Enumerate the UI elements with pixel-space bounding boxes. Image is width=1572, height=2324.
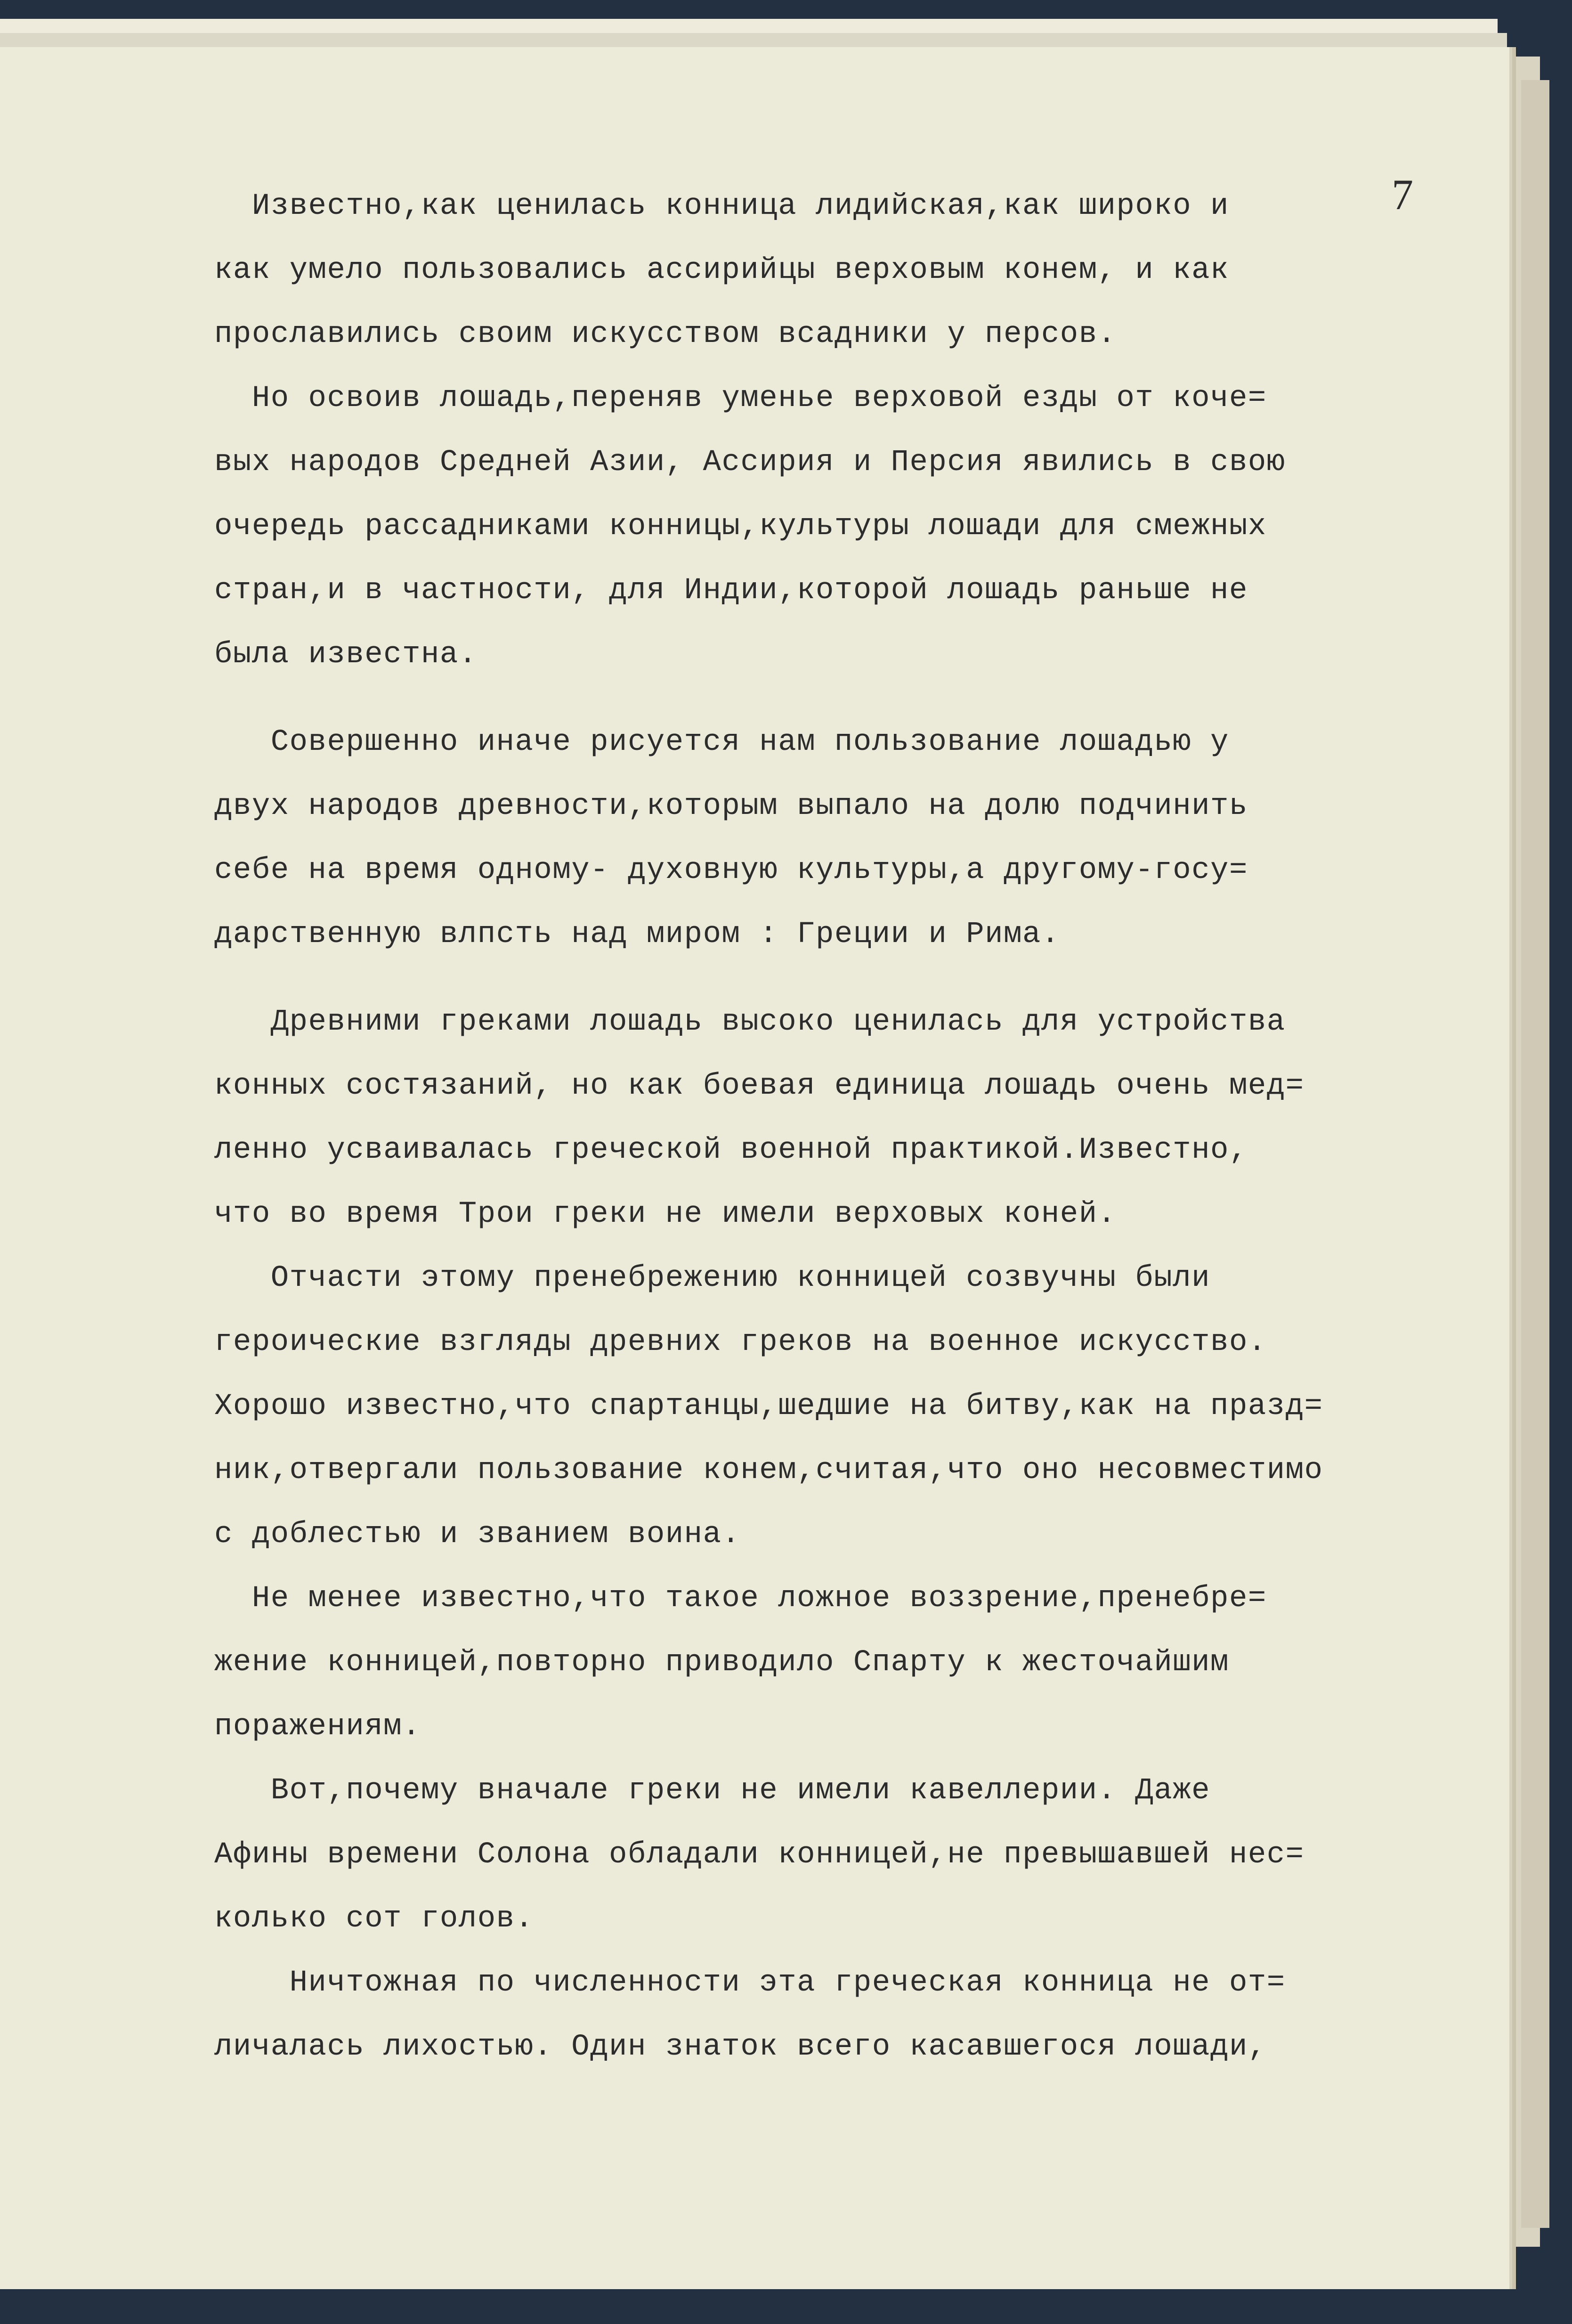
- page-number: 7: [1392, 171, 1413, 219]
- text-line: очередь рассадниками конницы,культуры лошади для смежных: [214, 510, 1267, 544]
- paragraph: [214, 990, 1486, 1246]
- paragraph: [214, 710, 1486, 967]
- text-line: прославились своим искусством всадники у персов.: [214, 317, 1117, 351]
- text-line: что во время Трои греки не имели верховых коней.: [214, 1197, 1117, 1231]
- paragraph: [214, 1759, 1486, 1951]
- text-line: ленно усваивалась греческой военной практикой.Известно,: [214, 1133, 1248, 1167]
- paragraph: [214, 1246, 1486, 1567]
- text-line: с доблестью и званием воина.: [214, 1518, 741, 1552]
- text-line: стран,и в частности, для Индии,которой лошадь раньше не: [214, 574, 1248, 608]
- paragraph: [214, 366, 1486, 687]
- text-line: Совершенно иначе рисуется нам пользование лошадью у: [214, 725, 1229, 759]
- text-line: Вот,почему вначале греки не имели кавеллерии. Даже: [214, 1774, 1211, 1808]
- text-line: вых народов Средней Азии, Ассирия и Персия явились в свою: [214, 446, 1286, 479]
- text-line: жение конницей,повторно приводило Спарту к жесточайшим: [214, 1646, 1229, 1680]
- page-stack-edge: [1521, 80, 1549, 2228]
- text-line: поражениям.: [214, 1710, 421, 1744]
- text-line: была известна.: [214, 638, 478, 672]
- text-line: личалась лихостью. Один знаток всего касавшегося лошади,: [214, 2030, 1267, 2064]
- paragraph: [214, 1951, 1486, 2079]
- text-line: ник,отвергали пользование конем,считая,что оно несовместимо: [214, 1454, 1323, 1487]
- text-line: Не менее известно,что такое ложное воззрение,пренебре=: [214, 1582, 1267, 1616]
- paragraph: [214, 174, 1486, 366]
- text-line: Хорошо известно,что спартанцы,шедшие на битву,как на празд=: [214, 1390, 1323, 1423]
- typed-text-body: [214, 174, 1486, 2079]
- text-line: Афины времени Солона обладали конницей,не превышавшей нес=: [214, 1838, 1305, 1872]
- text-line: конных состязаний, но как боевая единица лошадь очень мед=: [214, 1069, 1305, 1103]
- text-line: Известно,как ценилась конница лидийская,как широко и: [214, 189, 1229, 223]
- text-line: себе на время одному- духовную культуры,а другому-госу=: [214, 853, 1248, 887]
- text-line: героические взгляды древних греков на военное искусство.: [214, 1325, 1267, 1359]
- text-line: Но освоив лошадь,переняв уменье верховой езды от коче=: [214, 382, 1267, 415]
- text-line: колько сот голов.: [214, 1902, 534, 1936]
- text-line: Ничтожная по численности эта греческая конница не от=: [214, 1966, 1286, 2000]
- text-line: дарственную влпсть над миром : Греции и Рима.: [214, 918, 1060, 951]
- text-line: двух народов древности,которым выпало на долю подчинить: [214, 789, 1248, 823]
- text-line: Древними греками лошадь высоко ценилась для устройства: [214, 1005, 1286, 1039]
- text-line: как умело пользовались ассирийцы верховым конем, и как: [214, 253, 1229, 287]
- paragraph: [214, 1567, 1486, 1759]
- text-line: Отчасти этому пренебрежению конницей созвучны были: [214, 1261, 1211, 1295]
